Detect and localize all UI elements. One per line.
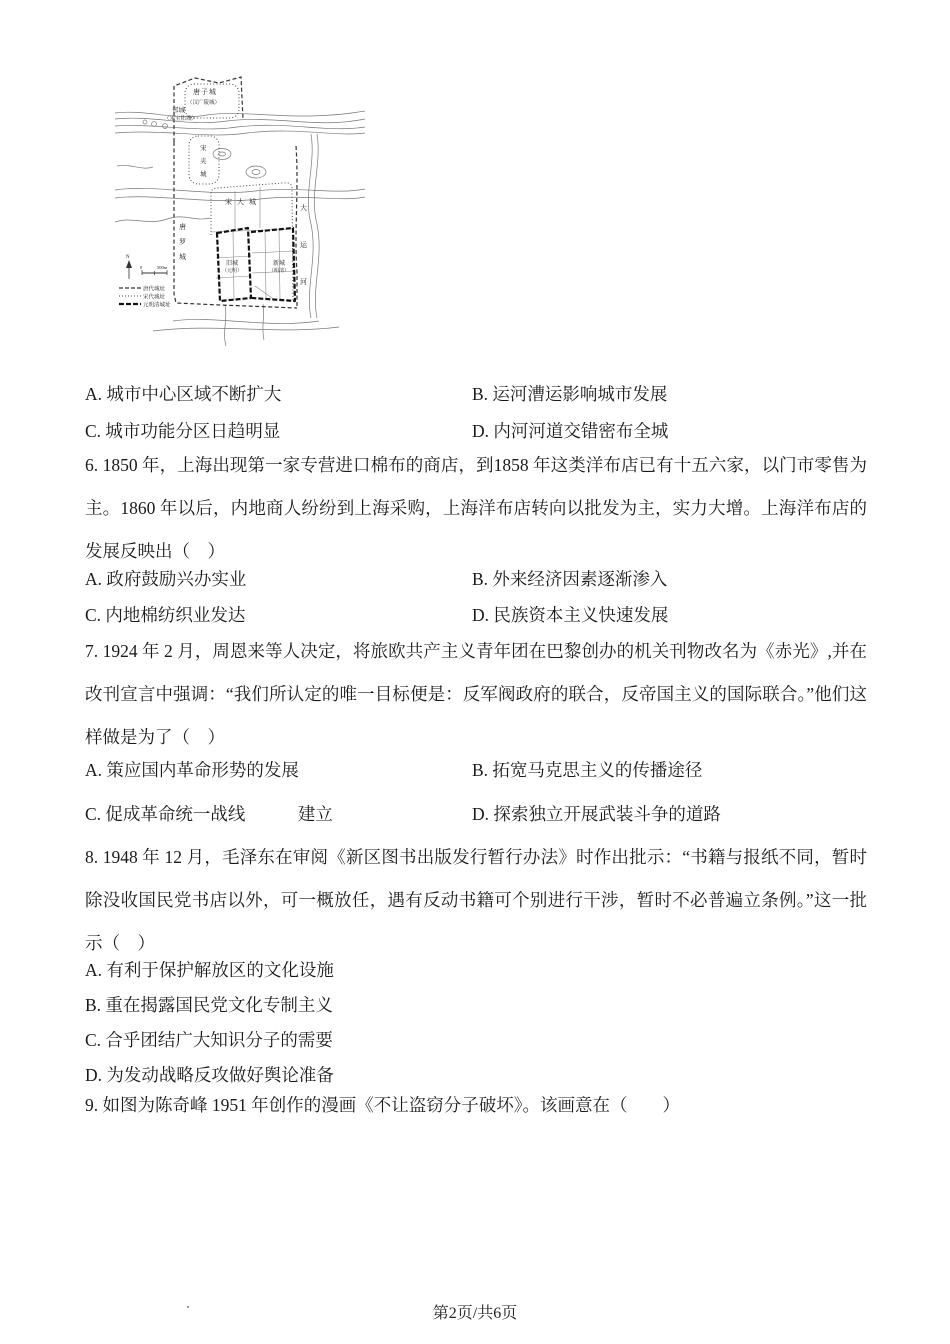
question5-options [85,376,875,450]
q5-option-d: D. 内河河道交错密布全城 [472,421,669,441]
q5-option-c: C. 城市功能分区日趋明显 [85,421,281,441]
map-label-songdacheng: 宋大城 [225,198,261,206]
map-label-xincheng-sub: （明清） [268,269,289,274]
map-label-jiucheng-sub: （元明） [221,269,242,274]
map-label-songjiacheng: 宋夹城 [200,145,207,178]
question8-options [85,953,334,1093]
question6-stem: 6. 1850 年，上海出现第一家专营进口棉布的商店，到1858 年这类洋布店已有十五六家，以门市零售为主。1860 年以后，内地商人纷纷到上海采购，上海洋布店转向以批发为主，实力大增。上海洋布店的发展反映出（ ） [85,455,867,561]
q8-option-c: C. 合乎团结广大知识分子的需要 [85,1030,333,1050]
q7-option-a: A. 策应国内革命形势的发展 [85,760,299,780]
question9-stem: 9. 如图为陈奇峰 1951 年创作的漫画《不让盗窃分子破坏》。该画意在（ ） [85,1095,680,1115]
north-label: N [126,255,130,260]
map-label-hancheng: 邗城 [172,107,185,114]
question5-map-figure [115,72,365,347]
map-legend [119,285,171,309]
legend-song: 宋代城址 [143,294,166,301]
q5-option-a: A. 城市中心区域不断扩大 [85,384,282,404]
ancient-city-map [115,72,365,347]
legend-yuanmingqing: 元明清城址 [143,302,171,309]
q6-option-c: C. 内地棉纺织业发达 [85,605,246,625]
map-label-jiucheng-name: 旧城 [225,261,238,267]
map-label-tangluocheng: 唐罗城 [179,223,186,261]
question8-stem: 8. 1948 年 12 月，毛泽东在审阅《新区图书出版发行暂行办法》时作出批示：“书籍与报纸不同，暂时除没收国民党书店以外，可一概放任，遇有反动书籍可个别进行干涉，暂时不必普遍立条例。”这一批示（ ） [85,847,867,953]
q8-option-b: B. 重在揭露国民党文化专制主义 [85,995,333,1015]
q7-option-b: B. 拓宽马克思主义的传播途径 [472,760,703,780]
q6-option-b: B. 外来经济因素逐渐渗入 [472,569,668,589]
q6-option-a: A. 政府鼓励兴办实业 [85,569,247,589]
map-label-xincheng [265,260,293,276]
question7-options [85,748,875,836]
question6-options [85,561,875,633]
map-label-tangzicheng-sub: （汉广陵城） [187,100,221,106]
q7-option-c: C. 促成革命统一战线 建立 [85,804,333,824]
question7-stem: 7. 1924 年 2 月，周恩来等人决定，将旅欧共产主义青年团在巴黎创办的机关刊物改名为《赤光》,并在改刊宣言中强调：“我们所认定的唯一目标便是：反军阀政府的联合，反帝国主义的国际联合。”他们这样做是为了（ ） [85,641,867,747]
q8-option-a: A. 有利于保护解放区的文化设施 [85,960,334,980]
map-label-grand-canal: 大运河 [300,204,307,286]
map-label-tangzicheng: 唐子城 [193,88,217,96]
map-label-jiucheng [218,260,246,276]
q6-option-d: D. 民族资本主义快速发展 [472,605,669,625]
page-number: 第2页/共6页 [432,1305,518,1322]
q8-option-d: D. 为发动战略反攻做好舆论准备 [85,1065,334,1085]
scale-zero: 0 [140,265,143,270]
scale-bar [140,265,168,275]
legend-tang: 唐代城址 [143,286,166,293]
map-label-xincheng-name: 新城 [272,261,285,267]
q5-option-b: B. 运河漕运影响城市发展 [472,384,668,404]
north-arrow-icon [126,255,132,279]
map-label-hancheng-sub: （宋宝佑城） [164,116,198,122]
q7-option-d: D. 探索独立开展武装斗争的道路 [472,804,721,824]
scale-value: 500m [157,265,168,270]
